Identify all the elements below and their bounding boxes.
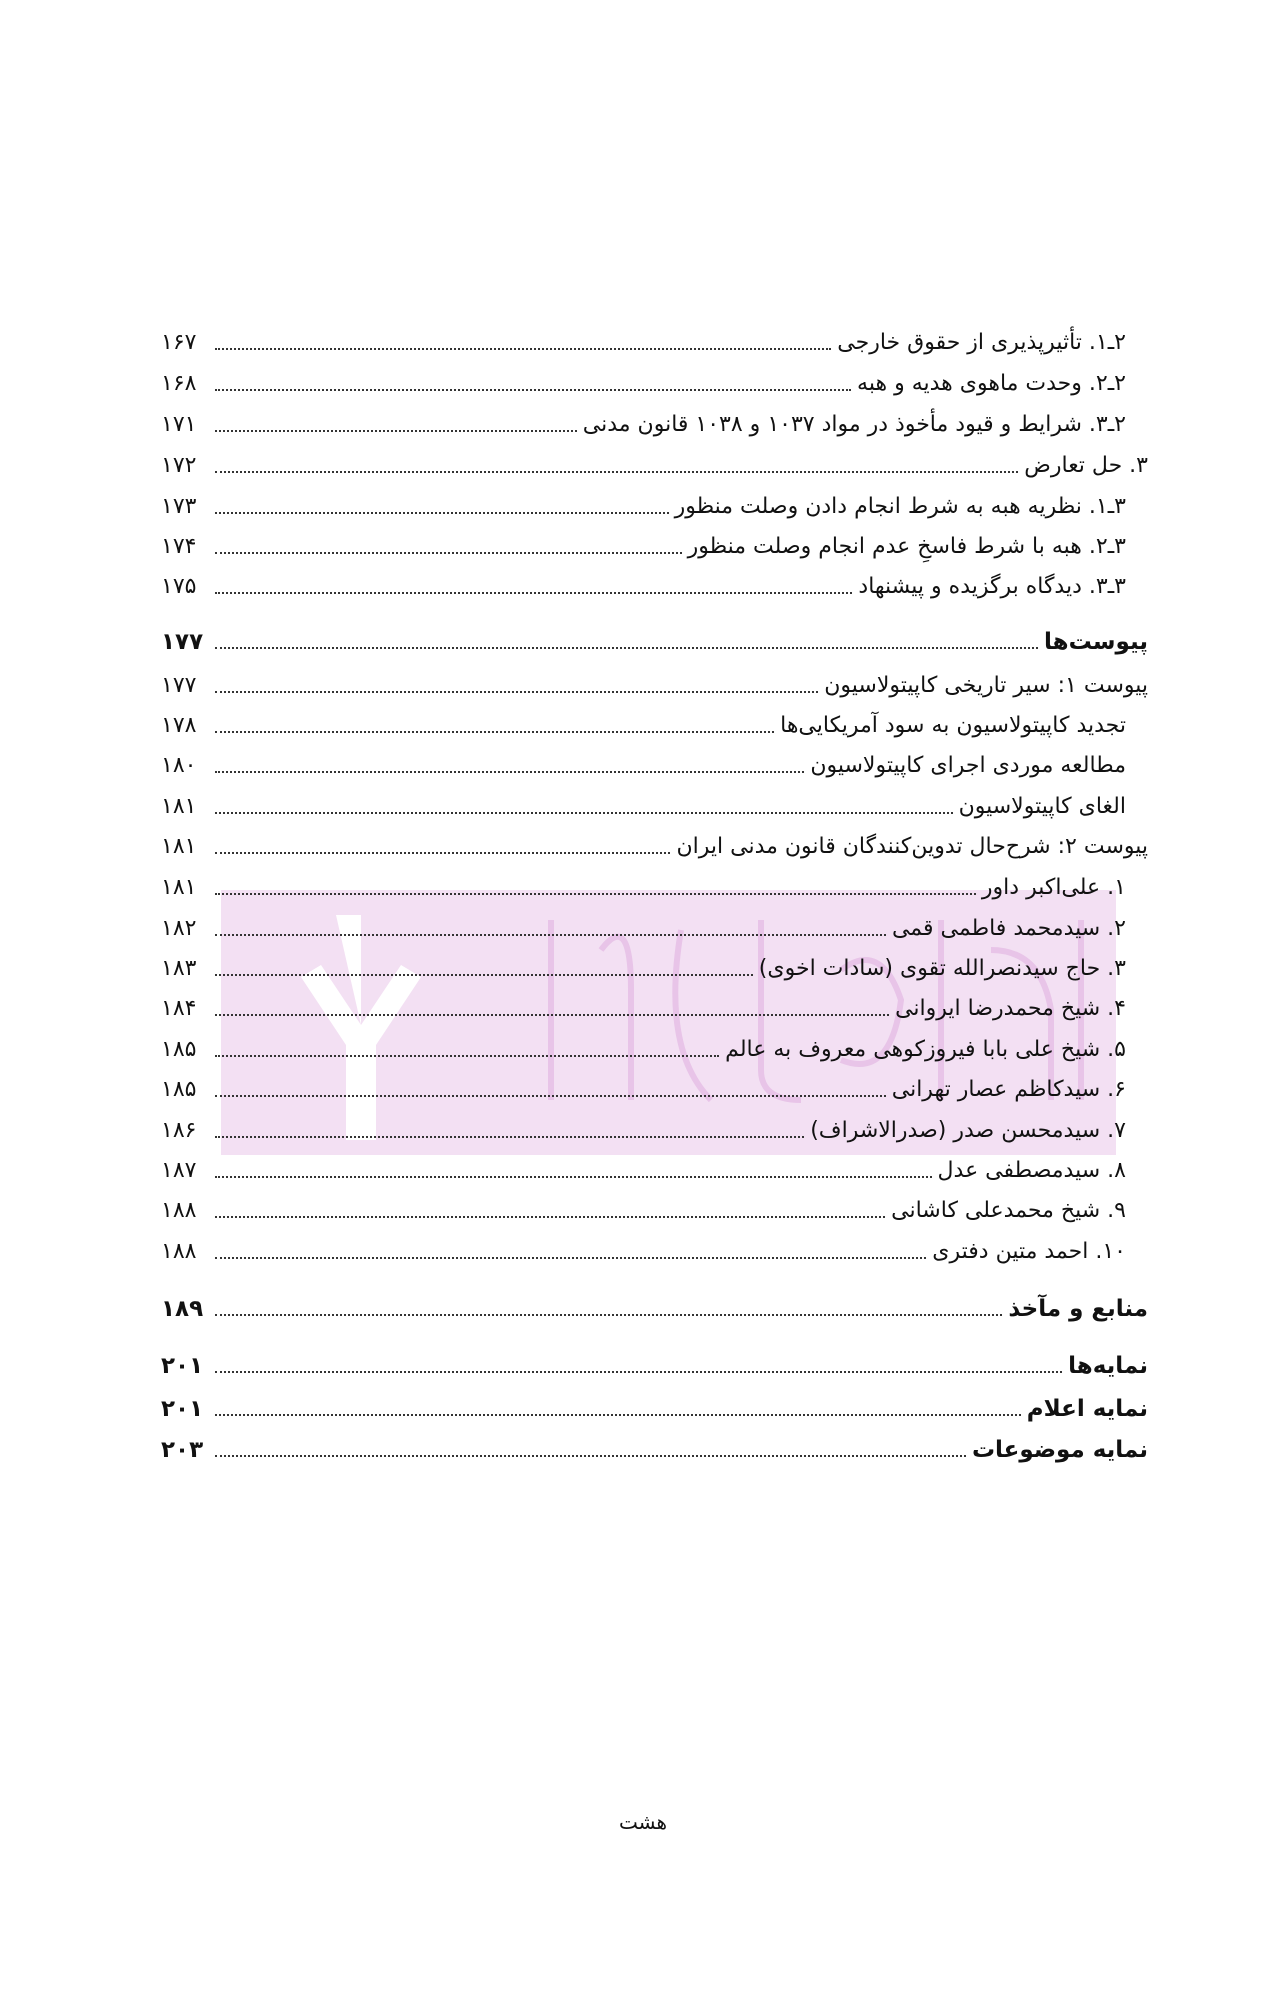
dot-leader [215,1014,889,1016]
toc-entry-page: ۱۷۳ [161,494,197,519]
toc-entry[interactable] [161,526,1126,562]
toc-entry-title: ۶. سیدکاظم عصار تهرانی [891,1077,1126,1102]
toc-entry-title: پیوست ۲: شرح‌حال تدوین‌کنندگان قانون مدنی ایران [676,834,1148,859]
toc-entry-page: ۱۸۵ [161,1077,197,1102]
toc-entry-page: ۱۷۴ [161,534,197,559]
toc-entry-page: ۱۸۵ [161,1037,197,1062]
toc-entry-page: ۱۸۶ [161,1118,197,1143]
toc-entry-page: ۱۸۰ [161,753,197,778]
toc-entry-page: ۱۸۲ [161,916,197,941]
dot-leader [215,1136,804,1138]
toc-entry[interactable] [161,566,1126,602]
toc-entry[interactable] [161,705,1126,741]
toc-entry-page: ۱۸۸ [161,1198,197,1223]
toc-entry-page: ۱۸۱ [161,834,197,859]
dot-leader [215,1414,1021,1416]
toc-entry[interactable] [161,908,1126,944]
toc-entry[interactable] [161,445,1148,481]
toc-entry[interactable] [161,486,1126,522]
dot-leader [215,852,670,854]
dot-leader [215,893,976,895]
toc-entry-page: ۱۸۱ [161,794,197,819]
toc-entry-title: ۷. سیدمحسن صدر (صدرالاشراف) [810,1118,1126,1143]
dot-leader [215,389,851,391]
dot-leader [215,731,774,733]
toc-entry[interactable] [161,786,1126,822]
dot-leader [215,1055,719,1057]
dot-leader [215,934,886,936]
dot-leader [215,1257,926,1259]
toc-entry-title: ۲ـ۲. وحدت ماهوی هدیه و هبه [857,371,1126,396]
toc-entry-title: منابع و مآخذ [1008,1296,1148,1322]
toc-entry[interactable] [161,1190,1126,1226]
toc-entry-title: الغای کاپیتولاسیون [958,794,1126,819]
toc-entry-page: ۱۷۷ [161,673,197,698]
toc-entry[interactable] [161,621,1148,657]
page-number: هشت [618,1810,668,1834]
toc-entry[interactable] [161,745,1126,781]
toc-entry-title: ۲ـ۳. شرایط و قیود مأخوذ در مواد ۱۰۳۷ و ۱۰۳۸ قانون مدنی [582,412,1126,437]
dot-leader [215,1314,1002,1316]
toc-entry-page: ۱۷۵ [161,574,197,599]
dot-leader [215,771,804,773]
toc-entry-page: ۱۷۷ [161,629,204,655]
dot-leader [215,974,753,976]
toc-entry-page: ۱۷۲ [161,453,197,478]
toc-entry-page: ۱۸۹ [161,1296,204,1322]
toc-entry-page: ۲۰۱ [161,1353,204,1379]
dot-leader [215,691,818,693]
toc-entry-page: ۱۶۸ [161,371,197,396]
dot-leader [215,812,953,814]
toc-entry-title: مطالعه موردی اجرای کاپیتولاسیون [810,753,1126,778]
toc-entry-page: ۱۸۴ [161,996,197,1021]
dot-leader [215,647,1038,649]
toc-entry-page: ۱۷۸ [161,713,197,738]
toc-entry[interactable] [161,1388,1148,1424]
dot-leader [215,1216,885,1218]
toc-entry-title: ۸. سیدمصطفی عدل [937,1158,1126,1183]
toc-entry[interactable] [161,1429,1148,1465]
toc-entry-title: ۳. حل تعارض [1024,453,1148,478]
toc-entry[interactable] [161,1345,1148,1381]
dot-leader [215,471,1018,473]
toc-entry-title: ۳. حاج سیدنصرالله تقوی (سادات اخوی) [758,956,1126,981]
toc-entry[interactable] [161,1288,1148,1324]
toc-entry-title: پیوست ۱: سیر تاریخی کاپیتولاسیون [824,673,1148,698]
toc-entry[interactable] [161,988,1126,1024]
dot-leader [215,1455,966,1457]
toc-entry[interactable] [161,867,1126,903]
toc-entry-page: ۱۶۷ [161,330,197,355]
toc-entry[interactable] [161,1150,1126,1186]
dot-leader [215,512,669,514]
toc-entry[interactable] [161,363,1126,399]
toc-entry-page: ۱۸۸ [161,1239,197,1264]
toc-entry-title: پیوست‌ها [1044,629,1148,655]
dot-leader [215,348,831,350]
toc-entry-page: ۱۸۳ [161,956,197,981]
toc-entry-title: نمایه‌ها [1068,1353,1148,1379]
toc-entry-title: نمایه موضوعات [971,1437,1148,1463]
toc-entry[interactable] [161,404,1126,440]
toc-entry[interactable] [161,1069,1126,1105]
dot-leader [215,552,682,554]
toc-entry-title: ۴. شیخ محمدرضا ایروانی [895,996,1126,1021]
toc-entry[interactable] [161,1029,1126,1065]
toc-entry[interactable] [161,1110,1126,1146]
toc-entry-title: ۱. علی‌اکبر داور [981,875,1126,900]
toc-entry-title: ۱۰. احمد متین دفتری [932,1239,1126,1264]
dot-leader [215,592,852,594]
toc-entry-title: ۵. شیخ علی بابا فیروزکوهی معروف به عالم [725,1037,1126,1062]
dot-leader [215,1176,932,1178]
toc-entry-title: ۳ـ۳. دیدگاه برگزیده و پیشنهاد [858,574,1126,599]
toc-entry[interactable] [161,948,1126,984]
dot-leader [215,1095,886,1097]
toc-entry-page: ۱۸۷ [161,1158,197,1183]
toc-entry-title: ۲ـ۱. تأثیرپذیری از حقوق خارجی [837,330,1126,355]
toc-entry-page: ۲۰۱ [161,1396,204,1422]
toc-entry[interactable] [161,665,1148,701]
toc-entry-title: تجدید کاپیتولاسیون به سود آمریکایی‌ها [780,713,1126,738]
toc-entry-title: ۹. شیخ محمدعلی کاشانی [891,1198,1126,1223]
toc-entry-title: ۳ـ۱. نظریه هبه به شرط انجام دادن وصلت منظور [674,494,1126,519]
dot-leader [215,430,577,432]
toc-entry-page: ۱۷۱ [161,412,197,437]
toc-entry[interactable] [161,322,1126,358]
toc-entry-page: ۲۰۳ [161,1437,204,1463]
dot-leader [215,1371,1062,1373]
toc-entry[interactable] [161,826,1148,862]
toc-entry-title: نمایه اعلام [1026,1396,1148,1422]
toc-entry-title: ۳ـ۲. هبه با شرط فاسخِ عدم انجام وصلت منظور [687,534,1126,559]
toc-entry-title: ۲. سیدمحمد فاطمی قمی [891,916,1126,941]
toc-entry[interactable] [161,1231,1126,1267]
toc-entry-page: ۱۸۱ [161,875,197,900]
